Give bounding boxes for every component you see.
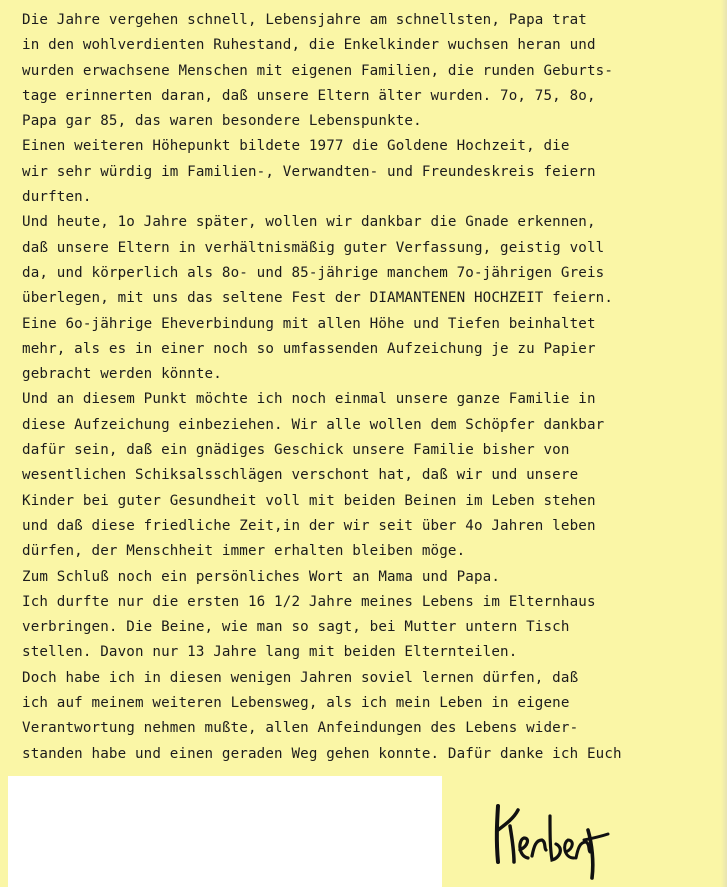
text-line: überlegen, mit uns das seltene Fest der DIAMANTENEN HOCHZEIT feiern. — [22, 290, 614, 307]
text-line: Kinder bei guter Gesundheit voll mit beiden Beinen im Leben stehen — [22, 492, 596, 509]
text-line: Eine 6o-jährige Eheverbindung mit allen Höhe und Tiefen beinhaltet — [22, 315, 596, 332]
text-line: in den wohlverdienten Ruhestand, die Enkelkinder wuchsen heran und — [22, 37, 596, 54]
text-line: und daß diese friedliche Zeit,in der wir seit über 4o Jahren leben — [22, 517, 596, 534]
paper-edge-shadow — [721, 0, 727, 887]
text-line: durften. — [22, 189, 92, 206]
text-line: tage erinnerten daran, daß unsere Eltern älter wurden. 7o, 75, 8o, — [22, 87, 596, 104]
text-line: diese Aufzeichung einbeziehen. Wir alle wollen dem Schöpfer dankbar — [22, 416, 605, 433]
text-line: da, und körperlich als 8o- und 85-jährige manchem 7o-jährigen Greis — [22, 264, 605, 281]
text-line: Einen weiteren Höhepunkt bildete 1977 die Goldene Hochzeit, die — [22, 138, 570, 155]
text-line: verbringen. Die Beine, wie man so sagt, bei Mutter untern Tisch — [22, 619, 570, 636]
text-line: Und an diesem Punkt möchte ich noch einmal unsere ganze Familie in — [22, 391, 596, 408]
text-line: dafür sein, daß ein gnädiges Geschick unsere Familie bisher von — [22, 442, 570, 459]
text-line: Die Jahre vergehen schnell, Lebensjahre am schnellsten, Papa trat — [22, 12, 587, 28]
text-line: Ich durfte nur die ersten 16 1/2 Jahre meines Lebens im Elternhaus — [22, 593, 596, 610]
text-line: dürfen, der Menschheit immer erhalten bleiben möge. — [22, 543, 466, 560]
text-line: ich auf meinem weiteren Lebensweg, als ich mein Leben in eigene — [22, 695, 570, 712]
text-line: stellen. Davon nur 13 Jahre lang mit beiden Elternteilen. — [22, 644, 518, 661]
text-line: daß unsere Eltern in verhältnismäßig guter Verfassung, geistig voll — [22, 239, 605, 256]
text-line: standen habe und einen geraden Weg gehen konnte. Dafür danke ich Euch — [22, 745, 622, 762]
letter-text — [22, 8, 722, 767]
text-line: Verantwortung nehmen mußte, allen Anfeindungen des Lebens wider- — [22, 720, 579, 737]
text-line: Und heute, 1o Jahre später, wollen wir dankbar die Gnade erkennen, — [22, 214, 596, 231]
text-line: wir sehr würdig im Familien-, Verwandten- und Freundeskreis feiern — [22, 163, 596, 180]
text-line: Doch habe ich in diesen wenigen Jahren soviel lernen dürfen, daß — [22, 669, 579, 686]
text-line: gebracht werden könnte. — [22, 366, 222, 383]
handwritten-signature — [484, 800, 614, 880]
text-line: wurden erwachsene Menschen mit eigenen Familien, die runden Geburts- — [22, 62, 614, 79]
text-line: wesentlichen Schiksalsschlägen verschont hat, daß wir und unsere — [22, 467, 579, 484]
text-line: Zum Schluß noch ein persönliches Wort an Mama und Papa. — [22, 568, 501, 585]
blank-paper-patch — [8, 776, 442, 887]
text-line: mehr, als es in einer noch so umfassenden Aufzeichung je zu Papier — [22, 340, 596, 357]
text-line: Papa gar 85, das waren besondere Lebenspunkte. — [22, 113, 422, 130]
